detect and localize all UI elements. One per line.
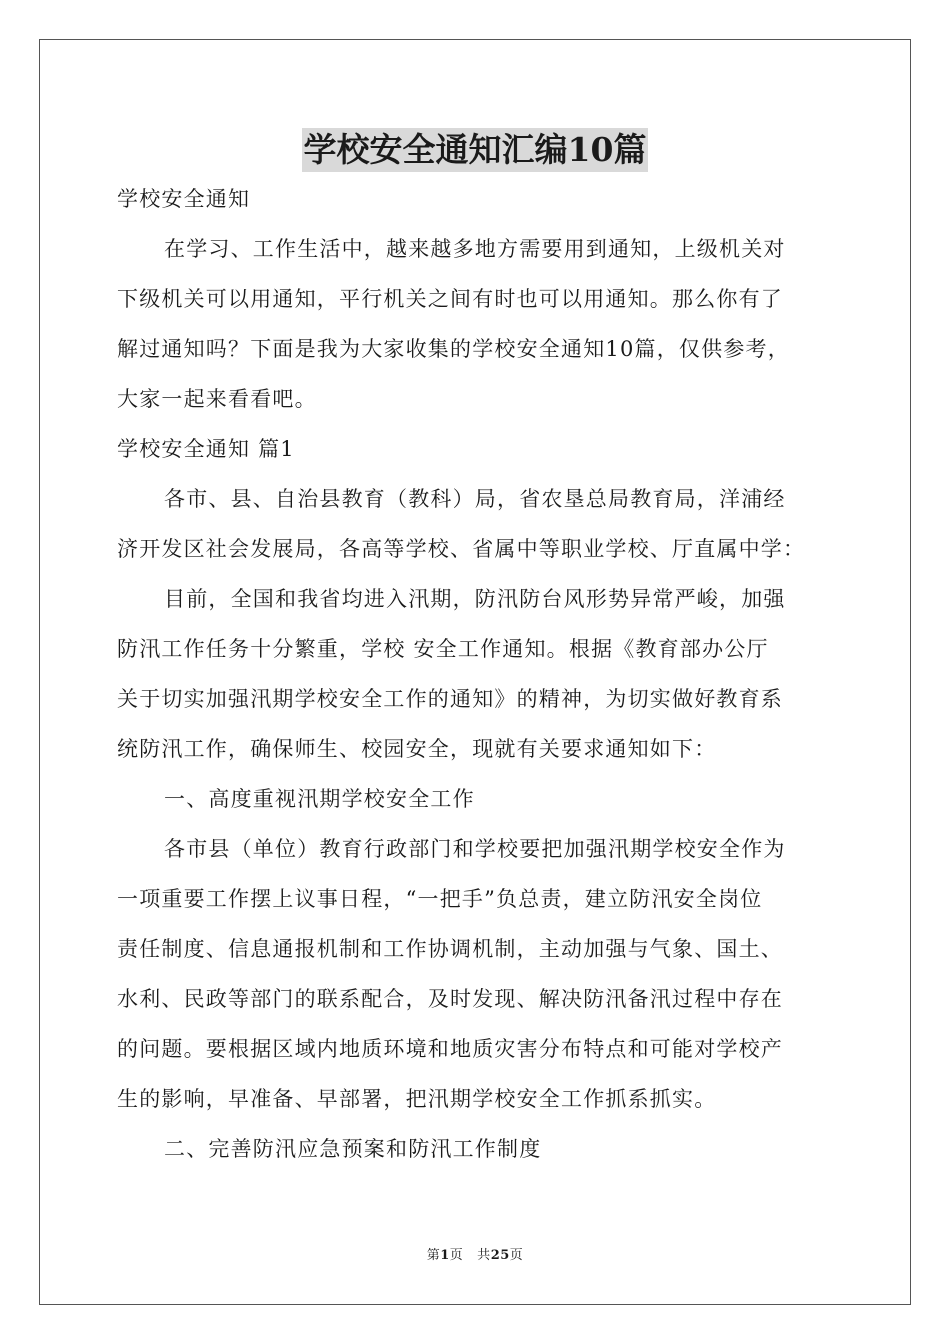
document-title: 学校安全通知汇编10篇 bbox=[302, 128, 649, 172]
footer-page-suffix: 页 bbox=[449, 1248, 464, 1263]
paragraph-line: 统防汛工作，确保师生、校园安全，现就有关要求通知如下： bbox=[117, 737, 717, 761]
paragraph-line: 各市、县、自治县教育（教科）局，省农垦总局教育局，洋浦经 bbox=[164, 487, 786, 511]
paragraph-line: 防汛工作任务十分繁重，学校 安全工作通知。根据《教育部办公厅 bbox=[117, 637, 769, 661]
paragraph-line: 各市县（单位）教育行政部门和学校要把加强汛期学校安全作为 bbox=[164, 837, 786, 861]
subheading: 二、完善防汛应急预案和防汛工作制度 bbox=[164, 1137, 542, 1161]
footer-total-suffix: 页 bbox=[509, 1248, 524, 1263]
title-container bbox=[0, 128, 950, 172]
paragraph-line: 解过通知吗？下面是我为大家收集的学校安全通知10篇，仅供参考， bbox=[117, 337, 790, 361]
footer-page-number: 1 bbox=[440, 1248, 450, 1263]
paragraph-line: 大家一起来看看吧。 bbox=[117, 387, 317, 411]
paragraph-line: 一项重要工作摆上议事日程，“一把手”负总责，建立防汛安全岗位 bbox=[117, 887, 763, 911]
paragraph-line: 水利、民政等部门的联系配合，及时发现、解决防汛备汛过程中存在 bbox=[117, 987, 783, 1011]
section-heading: 学校安全通知 篇1 bbox=[117, 437, 295, 461]
footer-total-prefix: 共 bbox=[477, 1248, 491, 1263]
paragraph-line: 责任制度、信息通报机制和工作协调机制，主动加强与气象、国土、 bbox=[117, 937, 783, 961]
paragraph-line: 生的影响，早准备、早部署，把汛期学校安全工作抓系抓实。 bbox=[117, 1087, 717, 1111]
page-border bbox=[39, 39, 911, 1305]
subheading: 一、高度重视汛期学校安全工作 bbox=[164, 787, 475, 811]
section-heading: 学校安全通知 bbox=[117, 187, 251, 211]
paragraph-line: 关于切实加强汛期学校安全工作的通知》的精神，为切实做好教育系 bbox=[117, 687, 783, 711]
paragraph-line: 在学习、工作生活中，越来越多地方需要用到通知，上级机关对 bbox=[164, 237, 786, 261]
paragraph-line: 济开发区社会发展局，各高等学校、省属中等职业学校、厅直属中学： bbox=[117, 537, 806, 561]
paragraph-line: 目前，全国和我省均进入汛期，防汛防台风形势异常严峻，加强 bbox=[164, 587, 786, 611]
footer-page-prefix: 第 bbox=[426, 1248, 441, 1263]
paragraph-line: 下级机关可以用通知，平行机关之间有时也可以用通知。那么你有了 bbox=[117, 287, 783, 311]
page-footer bbox=[0, 1247, 950, 1265]
paragraph-line: 的问题。要根据区域内地质环境和地质灾害分布特点和可能对学校产 bbox=[117, 1037, 783, 1061]
footer-total-pages: 25 bbox=[490, 1248, 510, 1263]
